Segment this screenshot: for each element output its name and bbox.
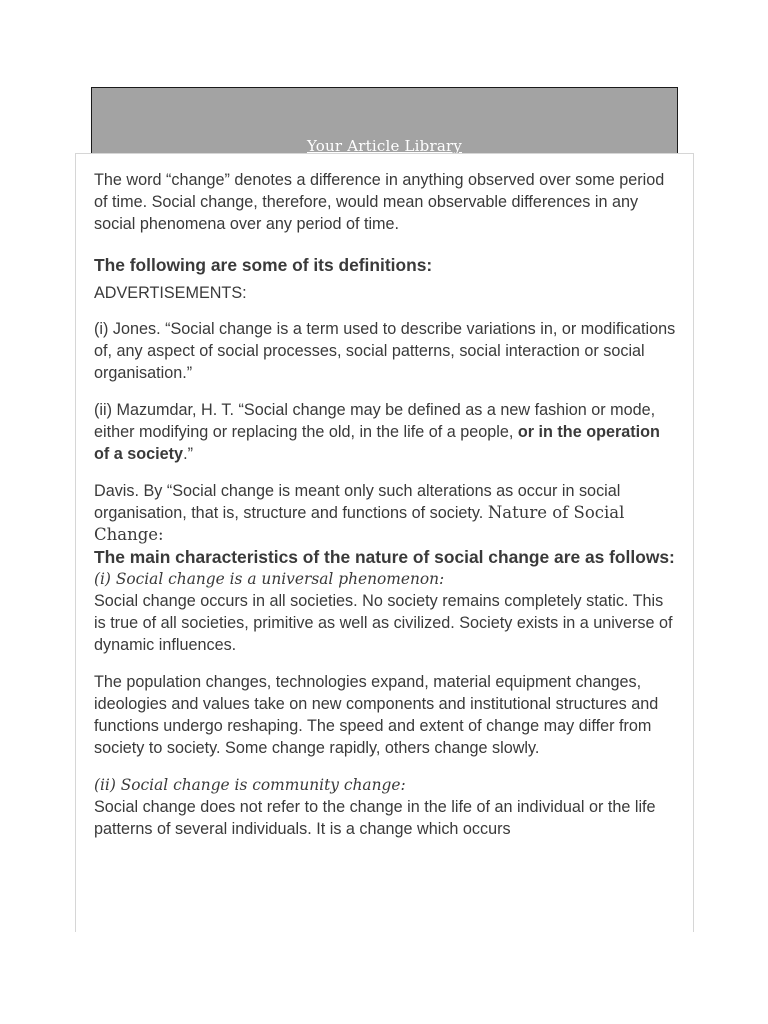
intro-paragraph xyxy=(94,169,679,235)
davis-rest: social organisation, that is, structure and functions of society. xyxy=(94,482,621,522)
site-title-link[interactable]: Your Article Library xyxy=(306,137,463,155)
universal-heading: (i) Social change is a universal phenomenon: xyxy=(94,570,445,588)
definition-mazumdar xyxy=(94,399,679,465)
intro-lead: The word “change” denotes a difference in anything observed over xyxy=(94,171,571,189)
davis-lead: Davis. By “Social change is meant only such alterations as occur in xyxy=(94,482,575,500)
mazumdar-bold-tail: or in the operation of a society xyxy=(94,423,660,463)
mazumdar-end: .” xyxy=(183,445,193,463)
site-header xyxy=(91,87,678,154)
jones-lead: (i) Jones. “Social change is a term used to describe variations in, or xyxy=(94,320,577,338)
community-heading: (ii) Social change is community change: xyxy=(94,776,406,794)
intro-rest: some period of time. Social change, therefore, would mean observable differences in any social phenomena over any period of time. xyxy=(94,171,665,233)
definition-davis xyxy=(94,480,679,546)
article-frame xyxy=(75,153,694,932)
jones-end: .” xyxy=(182,364,193,382)
definition-jones xyxy=(94,318,679,384)
advertisements-label: ADVERTISEMENTS: xyxy=(94,284,247,302)
universal-paragraph-2: The population changes, technologies expand, material equipment changes, ideologies and values take on new components and institutional structures and functions undergo reshaping. The speed and extent of change may differ from society to society. Some change rapidly, others change slowly. xyxy=(94,673,659,757)
community-paragraph: Social change does not refer to the change in the life of an individual or the life patterns of several individuals. It is a change which occurs xyxy=(94,798,656,838)
jones-bold-tail: social interaction or social organisation xyxy=(94,342,645,382)
mazumdar-middle: or mode, either modifying or replacing the old, in the life of a people, xyxy=(94,401,656,441)
universal-paragraph-1: Social change occurs in all societies. No society remains completely static. This is true of all societies, primitive as well as civilized. Society exists in a universe of dynamic influences. xyxy=(94,592,673,654)
jones-middle: modifications of, any aspect of social processes, social patterns, xyxy=(94,320,676,360)
article-body xyxy=(94,169,679,840)
nature-heading: Nature of Social Change: xyxy=(94,503,625,544)
nature-subheading: The main characteristics of the nature of social change are as follows: xyxy=(94,547,675,567)
mazumdar-lead: (ii) Mazumdar, H. T. “Social change may be defined as a new fashion xyxy=(94,401,587,419)
definitions-heading: The following are some of its definitions: xyxy=(94,255,433,275)
